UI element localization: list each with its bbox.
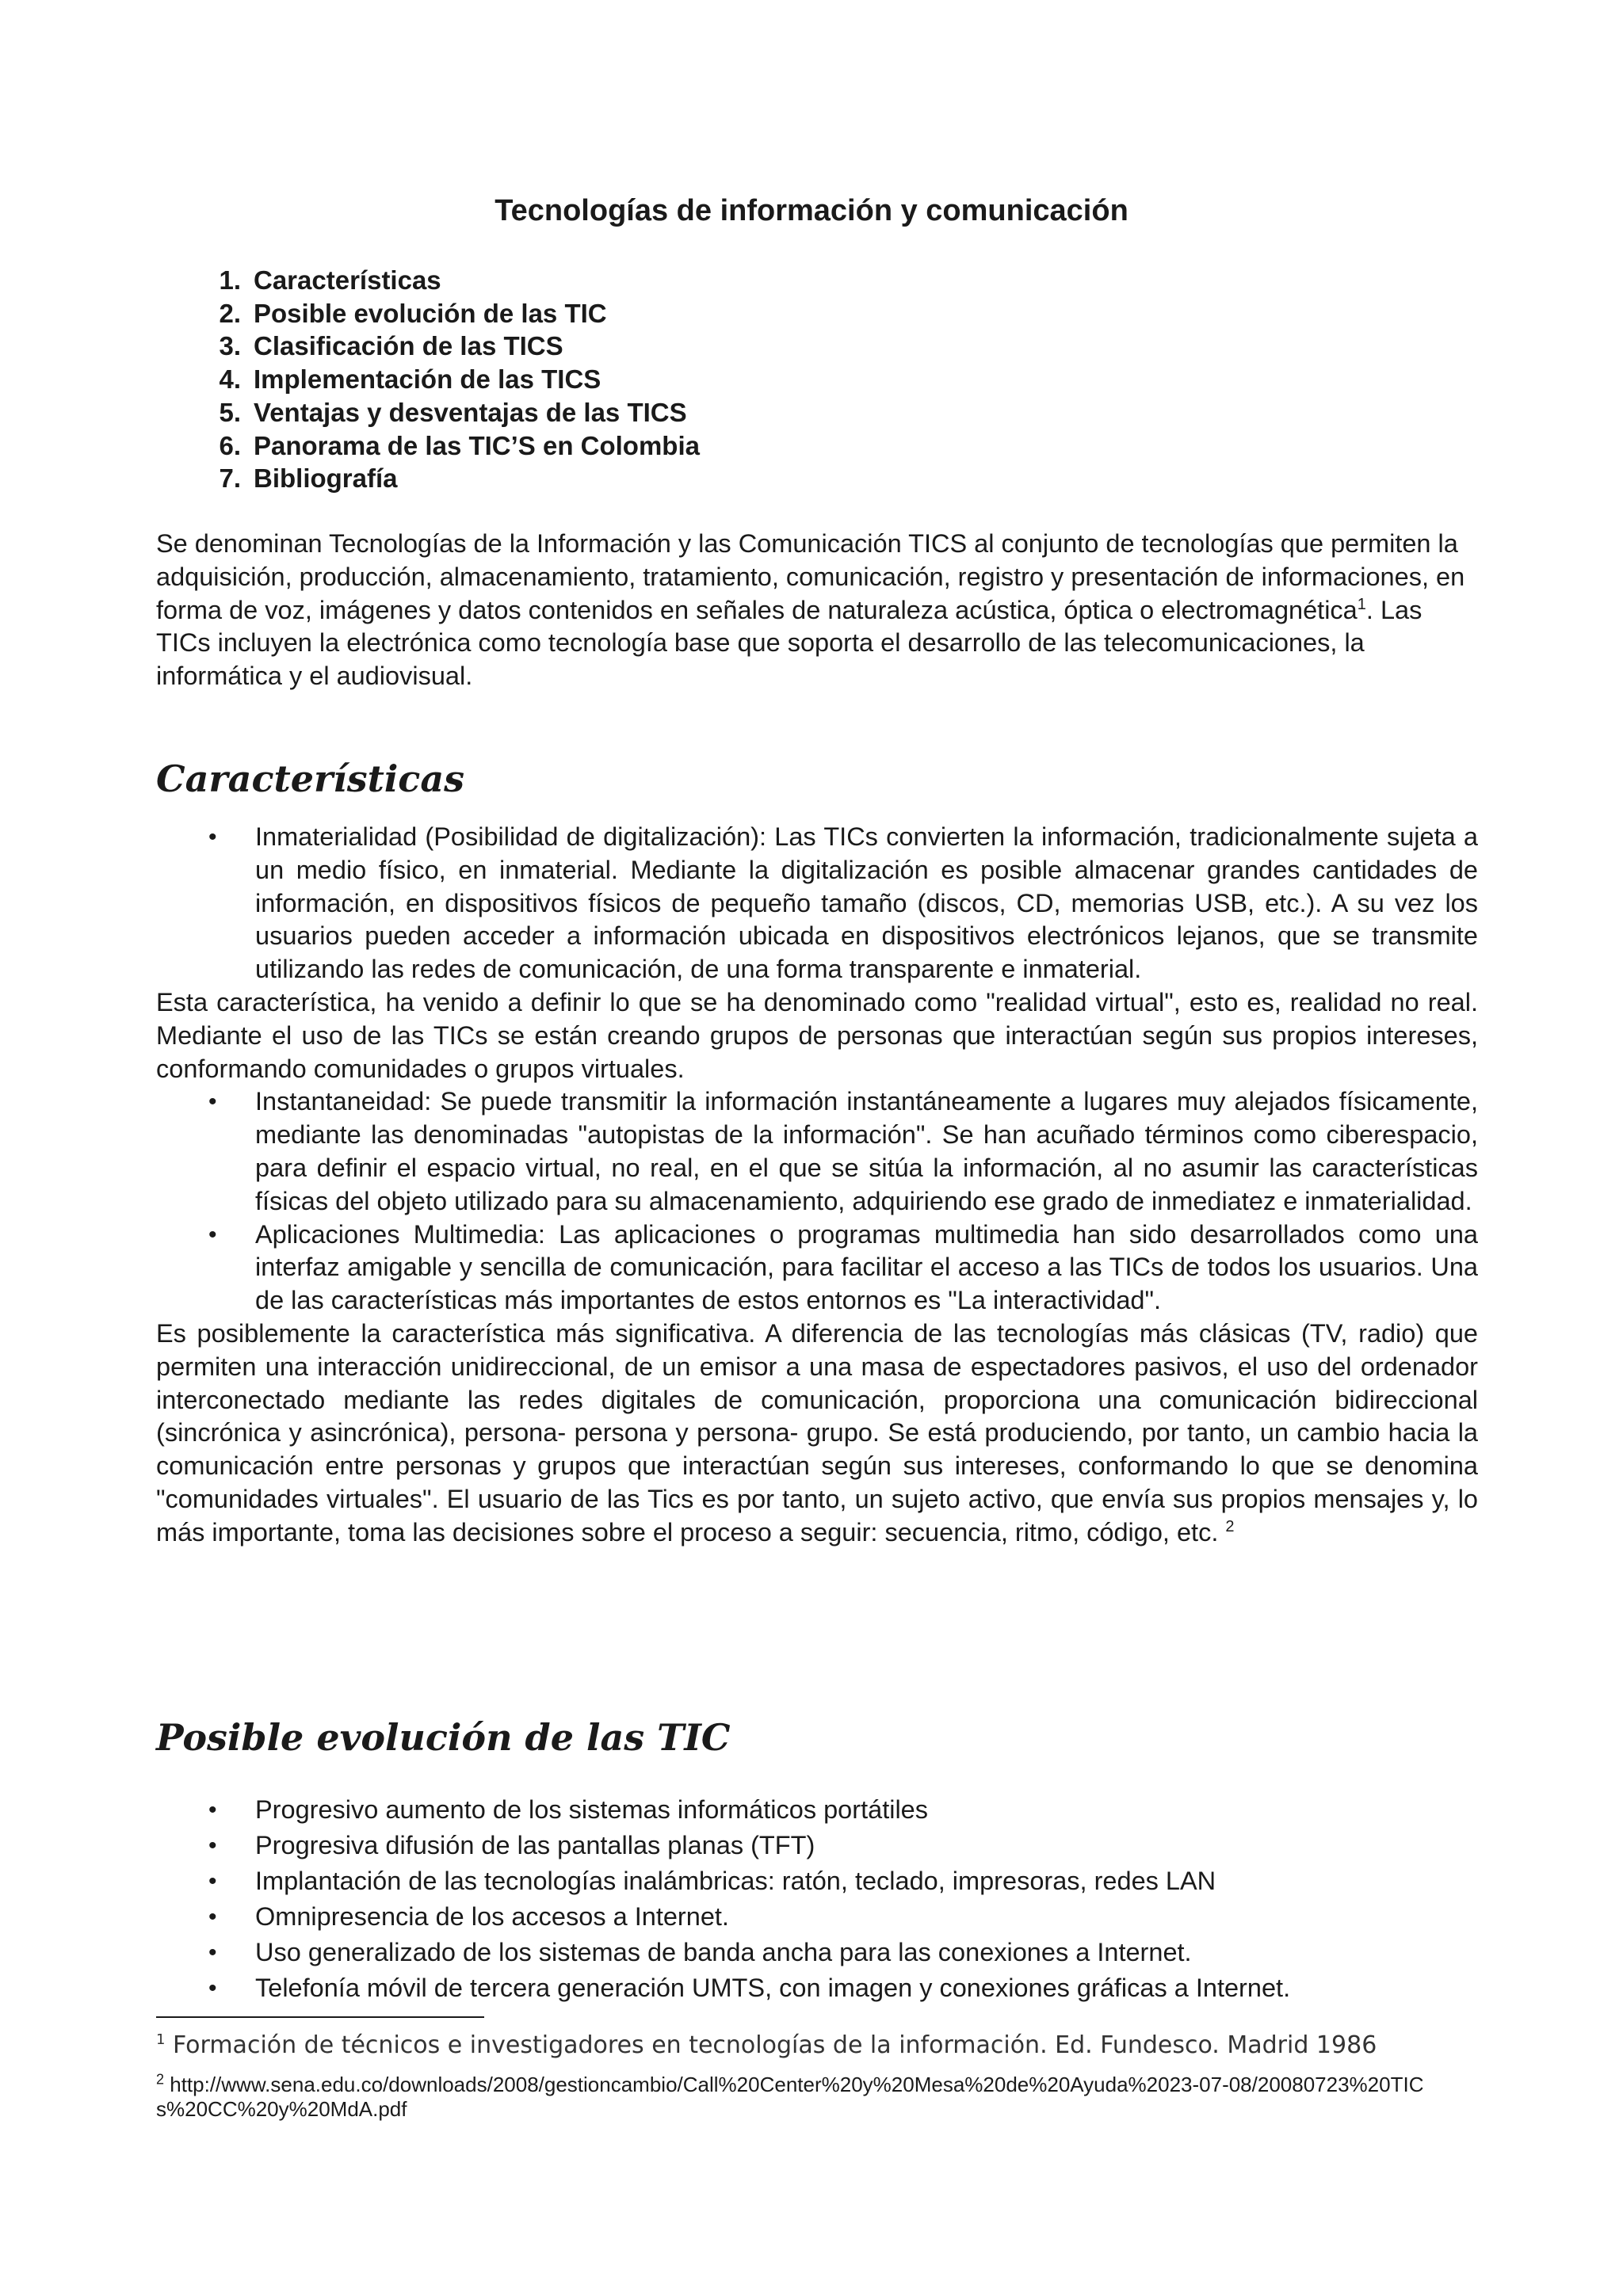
- footnote-ref: 1: [1357, 595, 1366, 613]
- section-caracteristicas-body: [156, 821, 1478, 1550]
- paragraph: Es posiblemente la característica más significativa. A diferencia de las tecnologías más clásicas (TV, radio) que permiten una interacción unidireccional, de un emisor a una masa de espectadores pasivos, el uso del ordenador interconectado mediante las redes digitales de comunicación, proporciona una comunicación bidireccional (sincrónica y asincrónica), persona- persona y persona- grupo. Se está produciendo, por tanto, un cambio hacia la comunicación entre personas y grupos que interactúan según sus intereses, conformando lo que se denomina "comunidades virtuales". El usuario de las Tics es por tanto, un sujeto activo, que envía sus propios mensajes y, lo más importante, toma las decisiones sobre el proceso a seguir: secuencia, ritmo, código, etc. $^2$: [156, 1318, 1478, 1547]
- bullet-icon: •: [208, 824, 217, 850]
- bullet-icon: •: [208, 1833, 217, 1859]
- toc-item: 7. Bibliografía: [219, 463, 398, 494]
- list-item: • Omnipresencia de los accesos a Internet.: [156, 1899, 1478, 1935]
- list-item: • Uso generalizado de los sistemas de banda ancha para las conexiones a Internet.: [156, 1935, 1478, 1970]
- list-item: • Progresivo aumento de los sistemas informáticos portátiles: [156, 1792, 1478, 1828]
- list-item: • Progresiva difusión de las pantallas planas (TFT): [156, 1828, 1478, 1863]
- footnote-2: $^2$ http://www.sena.edu.co/downloads/2008/gestioncambio/Call%20Center%20y%20Mesa%20de%20Ayuda%2023-07-08/20080723%20TICs%20CC%20y%20MdA.pdf: [156, 2071, 1424, 2121]
- bullet-list: [156, 1792, 1478, 2006]
- list-item: • Implantación de las tecnologías inalámbricas: ratón, teclado, impresoras, redes LAN: [156, 1863, 1478, 1899]
- bullet-list: [156, 1085, 1478, 1318]
- section-heading-evolucion: Posible evolución de las TIC: [156, 1716, 731, 1759]
- toc-item: 4. Implementación de las TICS: [219, 364, 601, 395]
- section-heading-caracteristicas: Características: [156, 757, 465, 800]
- toc-item: 1. Características: [219, 265, 441, 295]
- list-item: • Aplicaciones Multimedia: Las aplicaciones o programas multimedia han sido desarrollados como una interfaz amigable y sencilla de comunicación, para facilitar el acceso a las TICs de todos los usuarios. Una de las características más importantes de estos entornos es "La interactividad".: [208, 1219, 1478, 1315]
- document-title: Tecnologías de información y comunicación: [495, 194, 1128, 227]
- bullet-icon: •: [208, 1868, 217, 1894]
- list-item: • Telefonía móvil de tercera generación UMTS, con imagen y conexiones gráficas a Internet.: [156, 1970, 1478, 2006]
- bullet-icon: •: [208, 1904, 217, 1930]
- bullet-icon: •: [208, 1797, 217, 1823]
- bullet-list: [156, 821, 1478, 986]
- footnote-link[interactable]: http://www.sena.edu.co/downloads/2008/gestioncambio/Call%20Center%20y%20Mesa%20de%20Ayuda%2023-07-08/20080723%20TICs%20CC%20y%20MdA.pdf: [156, 2073, 1424, 2121]
- bullet-icon: •: [208, 1939, 217, 1966]
- toc-item: 3. Clasificación de las TICS: [219, 331, 563, 361]
- toc-item: 5. Ventajas y desventajas de las TICS: [219, 397, 687, 427]
- footnote-ref: 2: [1225, 1517, 1235, 1535]
- list-item: • Inmaterialidad (Posibilidad de digitalización): Las TICs convierten la información, tradicionalmente sujeta a un medio físico, en inmaterial. Mediante la digitalización es posible almacenar grandes cantidades de información, en dispositivos físicos de pequeño tamaño (discos, CD, memorias USB, etc.). A su vez los usuarios pueden acceder a información ubicada en dispositivos electrónicos lejanos, que se transmite utilizando las redes de comunicación, de una forma transparente e inmaterial.: [208, 822, 1478, 984]
- list-item: • Instantaneidad: Se puede transmitir la información instantáneamente a lugares muy alejados físicamente, mediante las denominadas "autopistas de la información". Se han acuñado términos como ciberespacio, para definir el espacio virtual, no real, en el que se sitúa la información, al no asumir las características físicas del objeto utilizado para su almacenamiento, adquiriendo ese grado de inmediatez e inmaterialidad.: [208, 1087, 1478, 1215]
- bullet-icon: •: [208, 1975, 217, 2001]
- toc-item: 6. Panorama de las TIC’S en Colombia: [219, 430, 700, 460]
- table-of-contents: [209, 264, 700, 495]
- footnote-divider: [156, 2016, 484, 2018]
- footnote-1: $^1$ Formación de técnicos e investigadores en tecnologías de la información. Ed. Fundesco. Madrid 1986: [156, 2031, 1377, 2059]
- bullet-icon: •: [208, 1089, 217, 1116]
- bullet-icon: •: [208, 1221, 217, 1248]
- section-evolucion-body: [156, 1792, 1478, 2006]
- toc-item: 2. Posible evolución de las TIC: [219, 298, 607, 328]
- intro-paragraph: Se denominan Tecnologías de la Información y las Comunicación TICS al conjunto de tecnologías que permiten la adquisición, producción, almacenamiento, tratamiento, comunicación, registro y presentación de informaciones, en forma de voz, imágenes y datos contenidos en señales de naturaleza acústica, óptica o electromagnética$^1$. Las TICs incluyen la electrónica como tecnología base que soporta el desarrollo de las telecomunicaciones, la informática y el audiovisual.: [156, 529, 1465, 691]
- paragraph: Esta característica, ha venido a definir lo que se ha denominado como "realidad virtual", esto es, realidad no real. Mediante el uso de las TICs se están creando grupos de personas que interactúan según sus propios intereses, conformando comunidades o grupos virtuales.: [156, 987, 1478, 1083]
